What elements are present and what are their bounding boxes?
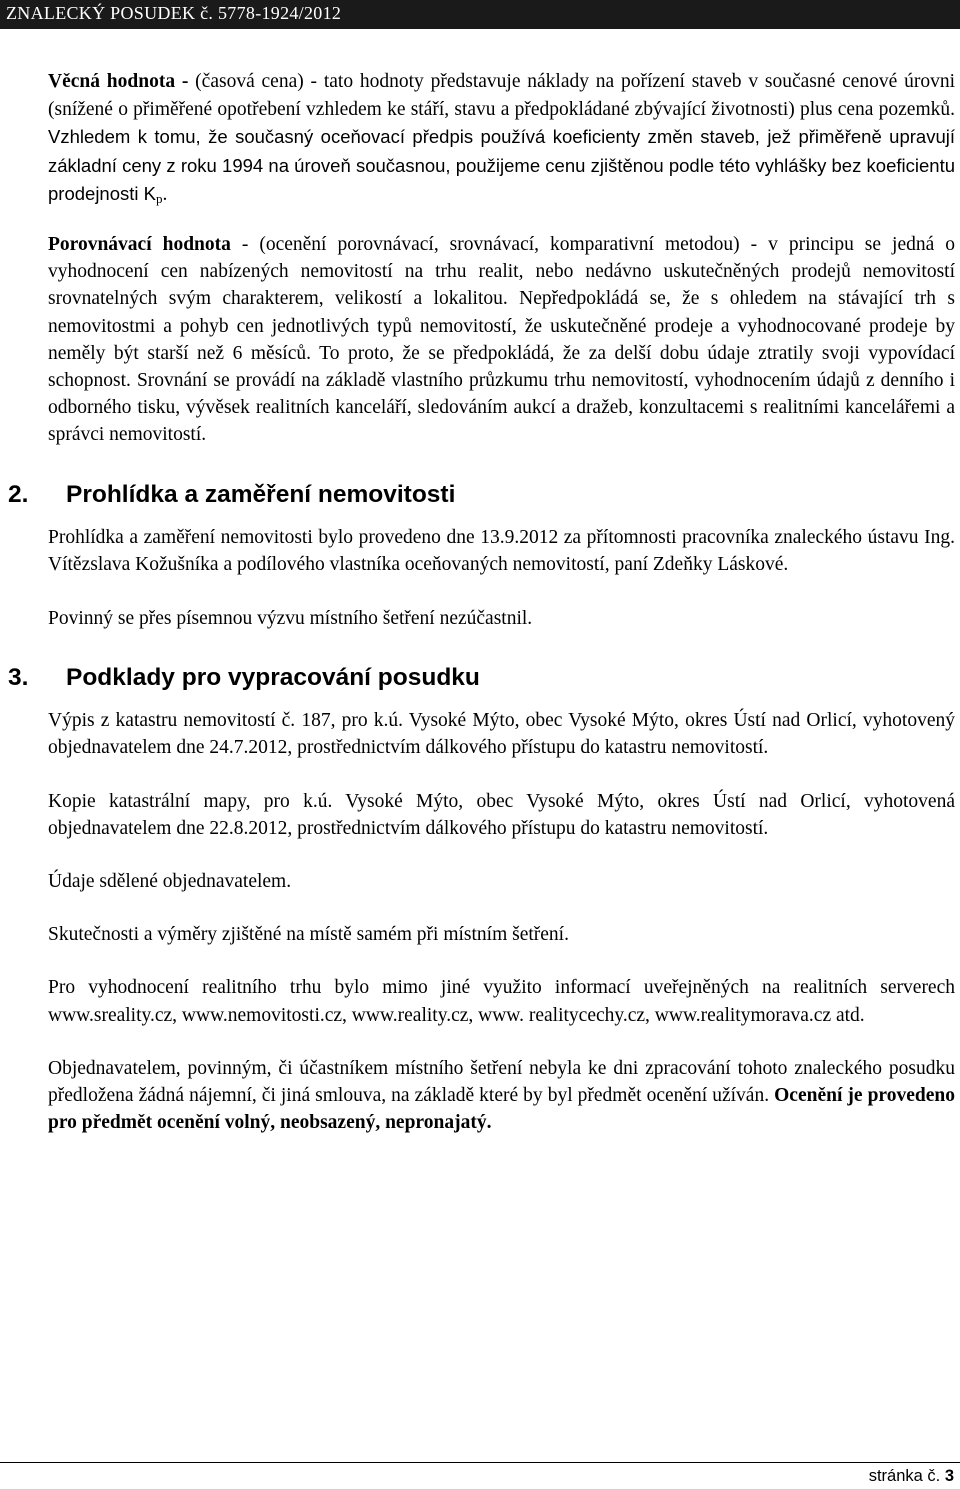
section-3-final-paragraph [48, 1055, 955, 1137]
document-footer [0, 1462, 960, 1489]
source-item: Výpis z katastru nemovitostí č. 187, pro k.ú. Vysoké Mýto, obec Vysoké Mýto, okres Ústí nad Orlicí, vyhotovený objednavatelem dne 24.7.2012, prostřednictvím dálkového přístupu do katastru nemovitostí. [48, 710, 955, 759]
section-2-paragraph-2: Povinný se přes písemnou výzvu místního šetření nezúčastnil. [48, 608, 533, 630]
document-body [8, 68, 955, 1136]
section-2-paragraph-1: Prohlídka a zaměření nemovitosti bylo provedeno dne 13.9.2012 za přítomnosti pracovníka znaleckého ústavu Ing. Vítězslava Kožušníka a podílového vlastníka oceňovaných nemovitostí, paní Zdeňky Láskové. [48, 526, 955, 575]
source-item: Skutečnosti a výměry zjištěné na místě samém při místním šetření. [48, 924, 569, 946]
term-vecna-hodnota: Věcná hodnota - [48, 71, 189, 92]
section-2-heading [8, 479, 955, 511]
paragraph-vecna-hodnota: Věcná hodnota - (časová cena) - tato hodnoty představuje náklady na pořízení staveb v současné cenové úrovni (snížené o přiměřené opotřebení vzhledem ke stáří, stavu a předpokládané zbývající životnosti) plus cena pozemků. Vzhledem k tomu, že současný oceňovací předpis používá koeficienty změn staveb, jež přiměřeně upravují základní ceny z roku 1994 na úroveň současnou, použijeme cenu zjištěnou podle této vyhlášky bez koeficientu prodejnosti $K_p$. [48, 71, 955, 206]
section-3-number: 3. [8, 664, 29, 692]
final-bold-statement: Ocenění je provedeno pro předmět ocenění volný, neobsazený, nepronajatý. [48, 1085, 955, 1134]
section-3-title: Podklady pro vypracování posudku [66, 664, 480, 692]
paragraph-porovnavaci-hodnota [48, 231, 955, 449]
page-number: 3 [944, 1467, 954, 1485]
section-3-heading [8, 662, 955, 694]
section-2-title: Prohlídka a zaměření nemovitosti [66, 480, 456, 508]
term-porovnavaci-hodnota: Porovnávací hodnota [48, 234, 231, 256]
final-text: Objednavatelem, povinným, či účastníkem místního šetření nebyla ke dni zpracování tohoto znaleckého posudku předložena žádná nájemní, či jiná smlouva, na základě které by byl předmět ocenění užíván. [48, 1057, 955, 1107]
footer-divider [0, 1462, 960, 1463]
porovnavaci-text: - (ocenění porovnávací, srovnávací, komparativní metodou) - v principu se jedná o vyhodnocení cen nabízených nemovitostí na trhu realit, nebo nedávno uskutečněných prodejů nemovitostí srovnatelných svým charakterem, velikostí a lokalitou. Nepředpokládá se, že s ohledem na stávající trh s nemovitostmi a pohyb cen jednotlivých typů nemovitostí, že uskutečněné prodeje a vyhodnocované prodeje by neměly být starší než 6 měsíců. To proto, že se předpokládá, že za delší dobu údaje ztratily svoji vypovídací schopnost. Srovnání se provádí na základě vlastního průzkumu trhu nemovitostí, vyhodnocením údajů z denního i odborného tisku, vývěsek realitních kanceláří, sledováním aukcí a dražeb, konzultacemi s realitními kancelářemi a správci nemovitostí. [48, 234, 955, 446]
header-title: ZNALECKÝ POSUDEK č. 5778-1924/2012 [6, 3, 342, 23]
section-2-number: 2. [8, 480, 29, 508]
page-indicator [869, 1467, 954, 1486]
page-label: stránka č. [868, 1467, 945, 1485]
vecna-text-sans: Vzhledem k tomu, že současný oceňovací předpis používá koeficienty změn staveb, jež přiměřeně upravují základní ceny z roku 1994 na úroveň současnou, použijeme cenu zjištěnou podle této vyhlášky bez koeficientu prodejnosti K [48, 126, 955, 204]
source-item: Údaje sdělené objednavatelem. [48, 871, 292, 893]
subscript-p: p [155, 190, 163, 206]
source-item: Pro vyhodnocení realitního trhu bylo mimo jiné využito informací uveřejněných na realitních serverech www.sreality.cz, www.nemovitosti.cz, www.reality.cz, www. realitycechy.cz, www.realitymorava.cz atd. [48, 977, 955, 1026]
vecna-text-serif: (časová cena) - tato hodnoty představuje náklady na pořízení staveb v současné cenové úrovni (snížené o přiměřené opotřebení vzhledem ke stáří, stavu a předpokládané zbývající životnosti) plus cena pozemků. [48, 71, 955, 121]
document-header [0, 0, 960, 29]
source-item: Kopie katastrální mapy, pro k.ú. Vysoké Mýto, obec Vysoké Mýto, okres Ústí nad Orlicí, vyhotovená objednavatelem dne 22.8.2012, prostřednictvím dálkového přístupu do katastru nemovitostí. [48, 790, 955, 839]
